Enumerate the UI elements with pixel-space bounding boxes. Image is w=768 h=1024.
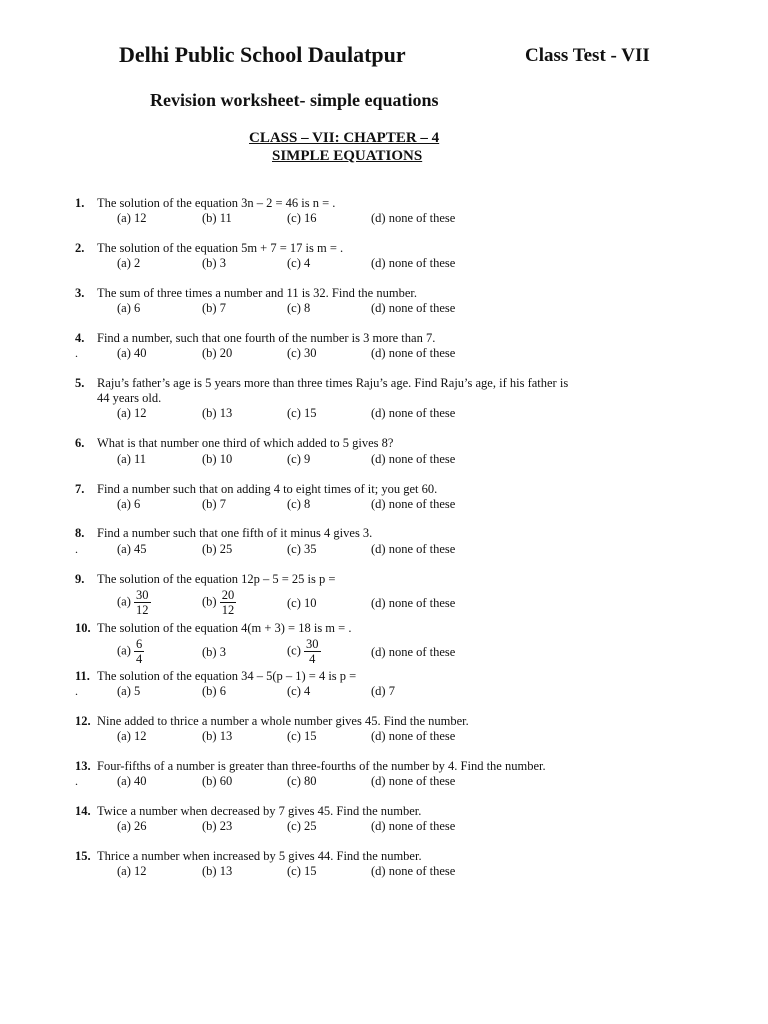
option-d: (d) none of these xyxy=(371,301,456,315)
option-b-label: (b) xyxy=(202,594,217,609)
option-d: (d) none of these xyxy=(371,542,456,556)
option-d: (d) none of these xyxy=(371,729,456,743)
fraction-denominator: 4 xyxy=(136,652,143,666)
option-d: (d) none of these xyxy=(371,774,456,788)
question-text: Find a number such that one fifth of it minus 4 gives 3. xyxy=(97,526,373,540)
class-label: Class Test - VII xyxy=(525,45,650,66)
option-b: (b) 3 xyxy=(202,645,226,659)
option-d: (d) none of these xyxy=(371,596,456,610)
fraction-denominator: 12 xyxy=(221,603,235,617)
question-text: The solution of the equation 4(m + 3) = 18 is m = . xyxy=(97,621,352,635)
worksheet-title: Revision worksheet- simple equations xyxy=(150,90,439,110)
option-c: (c) 4 xyxy=(287,256,311,270)
option-a: (a) 6 xyxy=(117,301,141,315)
option-c: (c) 8 xyxy=(287,497,311,511)
option-c: (c) 25 xyxy=(287,819,317,833)
option-c: (c) 15 xyxy=(287,729,317,743)
question-text: Raju’s father’s age is 5 years more than three times Raju’s age. Find Raju’s age, if his father is xyxy=(97,376,569,390)
option-b: (b) 20 xyxy=(202,346,233,360)
question-text: Thrice a number when increased by 5 gives 44. Find the number. xyxy=(97,849,422,863)
school-name: Delhi Public School Daulatpur xyxy=(119,42,406,67)
option-a: (a) 6 xyxy=(117,497,141,511)
option-a-label: (a) xyxy=(117,594,131,609)
question-number: 8. xyxy=(75,526,85,540)
option-b: (b) 13 xyxy=(202,864,233,878)
option-a: (a) 12 xyxy=(117,864,147,878)
option-c: (c) 16 xyxy=(287,211,317,225)
question-text: The solution of the equation 3n – 2 = 46 is n = . xyxy=(97,196,336,210)
option-c-label: (c) xyxy=(287,643,301,658)
option-a: (a) 26 xyxy=(117,819,147,833)
question-number: 2. xyxy=(75,241,85,255)
question-number: 11. xyxy=(75,669,90,683)
option-d: (d) none of these xyxy=(371,645,456,659)
question-text: Find a number, such that one fourth of the number is 3 more than 7. xyxy=(97,331,436,345)
question-text: Four-fifths of a number is greater than three-fourths of the number by 4. Find the number. xyxy=(97,759,546,773)
fraction xyxy=(134,588,151,617)
question-number: 1. xyxy=(75,196,85,210)
chapter-subheading: SIMPLE EQUATIONS xyxy=(272,148,423,164)
option-c: (c) 4 xyxy=(287,684,311,698)
question-text: The solution of the equation 5m + 7 = 17 is m = . xyxy=(97,241,344,255)
option-c xyxy=(287,637,321,666)
option-c: (c) 30 xyxy=(287,346,317,360)
option-a: (a) 12 xyxy=(117,729,147,743)
question-text: Nine added to thrice a number a whole number gives 45. Find the number. xyxy=(97,714,469,728)
option-b: (b) 7 xyxy=(202,497,226,511)
option-b: (b) 13 xyxy=(202,406,233,420)
question-number: 6. xyxy=(75,436,85,450)
question-number: 9. xyxy=(75,572,85,586)
question-number: 13. xyxy=(75,759,91,773)
option-a: (a) 40 xyxy=(117,774,147,788)
option-a: (a) 12 xyxy=(117,211,147,225)
question-number: 4. xyxy=(75,331,85,345)
option-a: (a) 12 xyxy=(117,406,147,420)
option-b: (b) 25 xyxy=(202,542,233,556)
question-number: 12. xyxy=(75,714,91,728)
option-a-label: (a) xyxy=(117,643,131,658)
option-a: (a) 45 xyxy=(117,542,147,556)
option-b: (b) 7 xyxy=(202,301,226,315)
option-a: (a) 5 xyxy=(117,684,141,698)
question-text: Twice a number when decreased by 7 gives 45. Find the number. xyxy=(97,804,422,818)
fraction-numerator: 30 xyxy=(306,637,319,651)
question-number: 14. xyxy=(75,804,91,818)
fraction-denominator: 4 xyxy=(309,652,316,666)
option-b: (b) 60 xyxy=(202,774,233,788)
question-number: 3. xyxy=(75,286,85,300)
option-d: (d) none of these xyxy=(371,346,456,360)
fraction-numerator: 6 xyxy=(136,637,143,651)
question-text: The solution of the equation 34 – 5(p – 1) = 4 is p = xyxy=(97,669,357,683)
fraction-denominator: 12 xyxy=(136,603,149,617)
stray-dot: . xyxy=(75,684,78,698)
fraction xyxy=(134,637,144,666)
option-d: (d) none of these xyxy=(371,452,456,466)
option-b: (b) 10 xyxy=(202,452,233,466)
option-d: (d) none of these xyxy=(371,819,456,833)
stray-dot: . xyxy=(75,774,78,788)
chapter-heading: CLASS – VII: CHAPTER – 4 xyxy=(249,130,440,146)
option-b: (b) 3 xyxy=(202,256,226,270)
fraction xyxy=(304,637,321,666)
question-number: 10. xyxy=(75,621,91,635)
option-b: (b) 13 xyxy=(202,729,233,743)
stray-dot: . xyxy=(75,346,78,360)
option-b: (b) 23 xyxy=(202,819,233,833)
fraction-numerator: 20 xyxy=(221,588,235,602)
option-a: (a) 11 xyxy=(117,452,147,466)
option-d: (d) 7 xyxy=(371,684,395,698)
option-b: (b) 11 xyxy=(202,211,232,225)
option-a: (a) 40 xyxy=(117,346,147,360)
option-c: (c) 10 xyxy=(287,596,317,610)
question-text: The solution of the equation 12p – 5 = 25 is p = xyxy=(97,572,336,586)
question-text: What is that number one third of which added to 5 gives 8? xyxy=(97,436,394,450)
question-number: 7. xyxy=(75,482,85,496)
option-c: (c) 9 xyxy=(287,452,311,466)
option-d: (d) none of these xyxy=(371,406,456,420)
option-a: (a) 2 xyxy=(117,256,141,270)
question-text-continued: 44 years old. xyxy=(97,391,162,405)
option-c: (c) 8 xyxy=(287,301,311,315)
question-number: 15. xyxy=(75,849,91,863)
stray-dot: . xyxy=(75,542,78,556)
option-d: (d) none of these xyxy=(371,864,456,878)
option-a xyxy=(117,588,151,617)
option-d: (d) none of these xyxy=(371,497,456,511)
option-c: (c) 35 xyxy=(287,542,317,556)
option-d: (d) none of these xyxy=(371,256,456,270)
option-b xyxy=(202,588,236,617)
option-c: (c) 15 xyxy=(287,406,317,420)
option-d: (d) none of these xyxy=(371,211,456,225)
fraction-numerator: 30 xyxy=(136,588,149,602)
question-number: 5. xyxy=(75,376,85,390)
option-b: (b) 6 xyxy=(202,684,226,698)
option-c: (c) 15 xyxy=(287,864,317,878)
question-text: Find a number such that on adding 4 to eight times of it; you get 60. xyxy=(97,482,438,496)
question-text: The sum of three times a number and 11 is 32. Find the number. xyxy=(97,286,417,300)
option-c: (c) 80 xyxy=(287,774,317,788)
option-a xyxy=(117,637,144,666)
fraction xyxy=(220,588,237,617)
